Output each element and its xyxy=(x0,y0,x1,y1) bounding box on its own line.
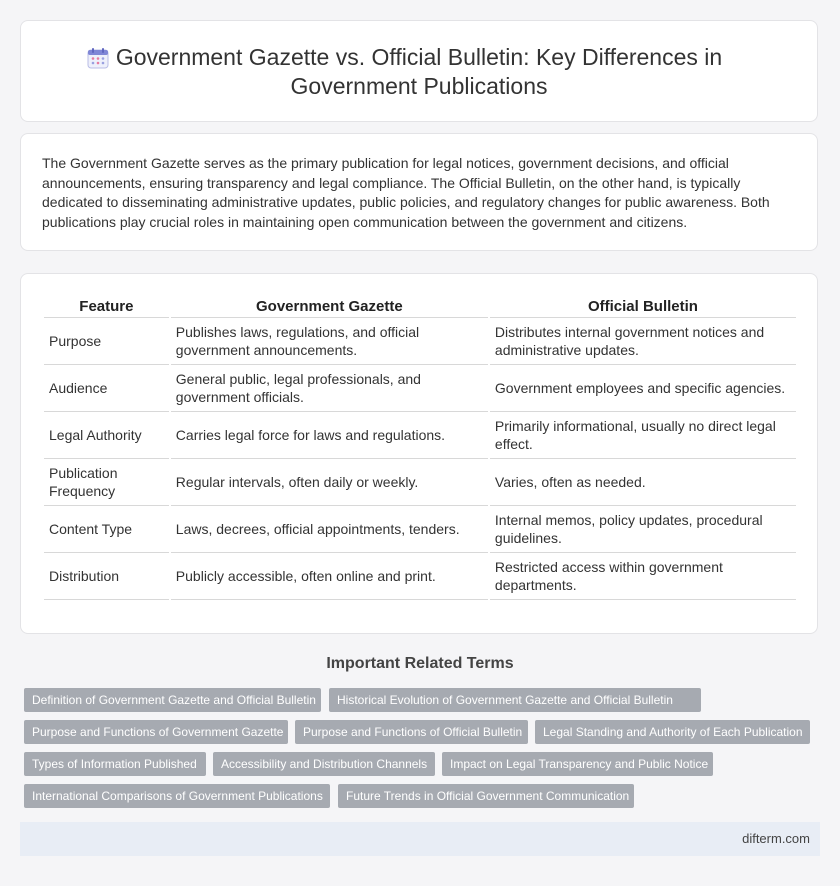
bulletin-cell: Varies, often as needed. xyxy=(490,459,796,506)
table-header-row xyxy=(44,296,796,318)
header-card xyxy=(20,20,818,122)
related-term-tag[interactable]: Types of Information Published xyxy=(24,752,206,776)
footer xyxy=(20,822,820,856)
gazette-cell: Laws, decrees, official appointments, tenders. xyxy=(171,506,488,553)
table-row xyxy=(44,412,796,459)
related-term-tag[interactable]: Legal Standing and Authority of Each Publication xyxy=(535,720,810,744)
bulletin-cell: Primarily informational, usually no direct legal effect. xyxy=(490,412,796,459)
related-term-tag[interactable]: Future Trends in Official Government Communication xyxy=(338,784,634,808)
gazette-cell: Publicly accessible, often online and print. xyxy=(171,553,488,600)
gazette-cell: General public, legal professionals, and government officials. xyxy=(171,365,488,412)
table-row xyxy=(44,365,796,412)
related-term-tag[interactable]: Purpose and Functions of Government Gazette xyxy=(24,720,288,744)
feature-cell: Distribution xyxy=(44,553,169,600)
feature-cell: Audience xyxy=(44,365,169,412)
table-row xyxy=(44,506,796,553)
intro-card xyxy=(20,133,818,251)
bulletin-cell: Distributes internal government notices and administrative updates. xyxy=(490,318,796,365)
related-term-tag[interactable]: International Comparisons of Government Publications xyxy=(24,784,330,808)
gazette-cell: Publishes laws, regulations, and official government announcements. xyxy=(171,318,488,365)
comparison-table-card xyxy=(20,273,818,634)
table-row xyxy=(44,318,796,365)
related-term-tag[interactable]: Historical Evolution of Government Gazette and Official Bulletin xyxy=(329,688,701,712)
feature-cell: Content Type xyxy=(44,506,169,553)
related-term-tag[interactable]: Purpose and Functions of Official Bulletin xyxy=(295,720,528,744)
header-official-bulletin: Official Bulletin xyxy=(490,296,796,318)
bulletin-cell: Restricted access within government departments. xyxy=(490,553,796,600)
feature-cell: Publication Frequency xyxy=(44,459,169,506)
comparison-table xyxy=(42,296,798,600)
intro-paragraph: The Government Gazette serves as the primary publication for legal notices, government decisions, and official announcements, ensuring transparency and legal compliance. The Official Bulletin, on the other hand, is typically dedicated to disseminating administrative updates, public policies, and regulatory changes for public awareness. Both publications play crucial roles in maintaining open communication between the government and citizens. xyxy=(42,155,770,230)
feature-cell: Legal Authority xyxy=(44,412,169,459)
bulletin-cell: Government employees and specific agencies. xyxy=(490,365,796,412)
site-name[interactable]: difterm.com xyxy=(742,831,810,846)
feature-cell: Purpose xyxy=(44,318,169,365)
bulletin-cell: Internal memos, policy updates, procedural guidelines. xyxy=(490,506,796,553)
related-term-tag[interactable]: Impact on Legal Transparency and Public Notice xyxy=(442,752,713,776)
gazette-cell: Regular intervals, often daily or weekly. xyxy=(171,459,488,506)
related-terms-heading: Important Related Terms xyxy=(326,655,514,672)
gazette-cell: Carries legal force for laws and regulations. xyxy=(171,412,488,459)
header-government-gazette: Government Gazette xyxy=(171,296,488,318)
table-row xyxy=(44,553,796,600)
table-row xyxy=(44,459,796,506)
related-term-tag[interactable]: Accessibility and Distribution Channels xyxy=(213,752,435,776)
related-term-tag[interactable]: Definition of Government Gazette and Official Bulletin xyxy=(24,688,321,712)
page-title: Government Gazette vs. Official Bulletin: Key Differences in Government Publications xyxy=(115,44,723,99)
header-feature: Feature xyxy=(44,296,169,318)
